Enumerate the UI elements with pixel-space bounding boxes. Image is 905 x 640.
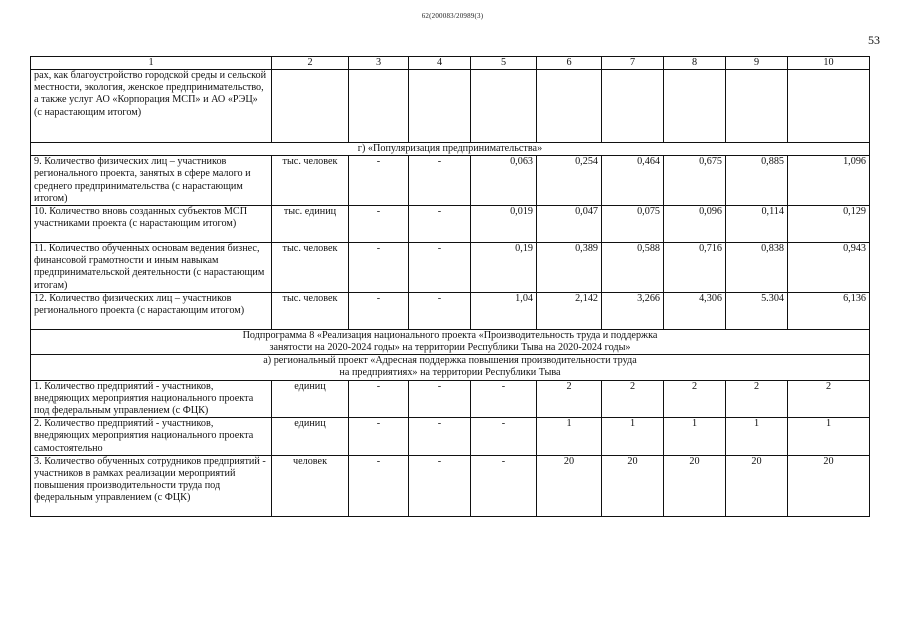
section-row bbox=[31, 329, 870, 354]
table-row bbox=[31, 292, 870, 329]
value-cell: 20 bbox=[537, 455, 602, 516]
value-cell: - bbox=[409, 380, 471, 418]
table-header-row bbox=[31, 57, 870, 70]
value-cell: 2 bbox=[788, 380, 870, 418]
column-header: 4 bbox=[409, 57, 471, 70]
value-cell: - bbox=[349, 156, 409, 206]
unit-cell bbox=[272, 70, 349, 143]
value-cell: 1,04 bbox=[471, 292, 537, 329]
value-cell: - bbox=[409, 243, 471, 293]
value-cell: 0,838 bbox=[726, 243, 788, 293]
value-cell: 0,389 bbox=[537, 243, 602, 293]
value-cell: 2 bbox=[664, 380, 726, 418]
value-cell: 0,047 bbox=[537, 206, 602, 243]
indicator-name: 3. Количество обученных сотрудников предприятий - участников в рамках реализации мероприятий повышения производительности труда под федеральным управлением (с ФЦК) bbox=[31, 455, 272, 516]
table-row bbox=[31, 418, 870, 456]
value-cell bbox=[788, 70, 870, 143]
value-cell: 20 bbox=[602, 455, 664, 516]
value-cell: - bbox=[409, 455, 471, 516]
value-cell: 2 bbox=[602, 380, 664, 418]
value-cell: 1 bbox=[788, 418, 870, 456]
value-cell: 0,943 bbox=[788, 243, 870, 293]
page-number: 53 bbox=[868, 33, 880, 47]
column-header: 2 bbox=[272, 57, 349, 70]
value-cell: - bbox=[409, 418, 471, 456]
value-cell: 0,114 bbox=[726, 206, 788, 243]
column-header: 6 bbox=[537, 57, 602, 70]
column-header: 10 bbox=[788, 57, 870, 70]
value-cell bbox=[726, 70, 788, 143]
indicator-name: 9. Количество физических лиц – участников регионального проекта, занятых в сфере малого и среднего предпринимательства (с нарастающим итогом) bbox=[31, 156, 272, 206]
indicator-name: рах, как благоустройство городской среды и сельской местности, экология, женское предпринимательство, а также услуг АО «Корпорация МСП» и АО «РЭЦ» (с нарастающим итогом) bbox=[31, 70, 272, 143]
section-title: Подпрограмма 8 «Реализация национального проекта «Производительность труда и поддержка занятости на 2020-2024 годы» на территории Республики Тыва на 2020-2024 годы» bbox=[31, 329, 870, 354]
table-row bbox=[31, 70, 870, 143]
unit-cell: тыс. единиц bbox=[272, 206, 349, 243]
value-cell: 0,675 bbox=[664, 156, 726, 206]
table-row bbox=[31, 455, 870, 516]
value-cell: 20 bbox=[726, 455, 788, 516]
value-cell: 0,885 bbox=[726, 156, 788, 206]
value-cell: 1 bbox=[726, 418, 788, 456]
value-cell: - bbox=[471, 380, 537, 418]
value-cell: 0,254 bbox=[537, 156, 602, 206]
value-cell: 0,464 bbox=[602, 156, 664, 206]
value-cell: 2 bbox=[537, 380, 602, 418]
indicator-name: 1. Количество предприятий - участников, внедряющих мероприятия национального проекта под федеральным управлением (с ФЦК) bbox=[31, 380, 272, 418]
unit-cell: тыс. человек bbox=[272, 156, 349, 206]
value-cell: 0,019 bbox=[471, 206, 537, 243]
value-cell bbox=[537, 70, 602, 143]
value-cell: 1 bbox=[602, 418, 664, 456]
column-header: 1 bbox=[31, 57, 272, 70]
unit-cell: тыс. человек bbox=[272, 243, 349, 293]
unit-cell: единиц bbox=[272, 380, 349, 418]
unit-cell: единиц bbox=[272, 418, 349, 456]
indicator-name: 10. Количество вновь созданных субъектов МСП участниками проекта (с нарастающим итогом) bbox=[31, 206, 272, 243]
value-cell: 0,588 bbox=[602, 243, 664, 293]
unit-cell: человек bbox=[272, 455, 349, 516]
value-cell: 20 bbox=[788, 455, 870, 516]
value-cell: - bbox=[471, 418, 537, 456]
value-cell: - bbox=[349, 292, 409, 329]
value-cell: 4,306 bbox=[664, 292, 726, 329]
value-cell: - bbox=[349, 206, 409, 243]
value-cell: - bbox=[409, 206, 471, 243]
value-cell bbox=[471, 70, 537, 143]
value-cell: - bbox=[349, 455, 409, 516]
value-cell: 5.304 bbox=[726, 292, 788, 329]
value-cell: - bbox=[349, 243, 409, 293]
indicator-name: 12. Количество физических лиц – участников регионального проекта (с нарастающим итогом) bbox=[31, 292, 272, 329]
value-cell: 0,096 bbox=[664, 206, 726, 243]
section-row bbox=[31, 143, 870, 156]
indicators-table bbox=[30, 56, 870, 517]
value-cell: - bbox=[349, 418, 409, 456]
value-cell: 0,19 bbox=[471, 243, 537, 293]
section-title: а) региональный проект «Адресная поддержка повышения производительности труда на предприятиях» на территории Республики Тыва bbox=[31, 355, 870, 380]
table-row bbox=[31, 206, 870, 243]
column-header: 9 bbox=[726, 57, 788, 70]
column-header: 5 bbox=[471, 57, 537, 70]
value-cell bbox=[349, 70, 409, 143]
value-cell: 20 bbox=[664, 455, 726, 516]
value-cell: - bbox=[349, 380, 409, 418]
document-reference: 62(200083/20989(3) bbox=[421, 12, 484, 20]
table-row bbox=[31, 243, 870, 293]
value-cell: - bbox=[409, 156, 471, 206]
indicator-name: 11. Количество обученных основам ведения бизнес, финансовой грамотности и иным навыкам предпринимательской деятельности (с нарастающим итогам) bbox=[31, 243, 272, 293]
value-cell: 6,136 bbox=[788, 292, 870, 329]
value-cell bbox=[602, 70, 664, 143]
value-cell: 0,716 bbox=[664, 243, 726, 293]
value-cell: - bbox=[409, 292, 471, 329]
value-cell: 0,075 bbox=[602, 206, 664, 243]
value-cell bbox=[664, 70, 726, 143]
value-cell: 2 bbox=[726, 380, 788, 418]
section-row bbox=[31, 355, 870, 380]
column-header: 3 bbox=[349, 57, 409, 70]
indicator-name: 2. Количество предприятий - участников, внедряющих мероприятия национального проекта самостоятельно bbox=[31, 418, 272, 456]
column-header: 8 bbox=[664, 57, 726, 70]
value-cell: 1 bbox=[664, 418, 726, 456]
value-cell bbox=[409, 70, 471, 143]
unit-cell: тыс. человек bbox=[272, 292, 349, 329]
table-row bbox=[31, 380, 870, 418]
value-cell: 3,266 bbox=[602, 292, 664, 329]
value-cell: 1,096 bbox=[788, 156, 870, 206]
table-row bbox=[31, 156, 870, 206]
value-cell: 2,142 bbox=[537, 292, 602, 329]
value-cell: 1 bbox=[537, 418, 602, 456]
value-cell: 0,129 bbox=[788, 206, 870, 243]
section-title: г) «Популяризация предпринимательства» bbox=[31, 143, 870, 156]
column-header: 7 bbox=[602, 57, 664, 70]
value-cell: 0,063 bbox=[471, 156, 537, 206]
value-cell: - bbox=[471, 455, 537, 516]
